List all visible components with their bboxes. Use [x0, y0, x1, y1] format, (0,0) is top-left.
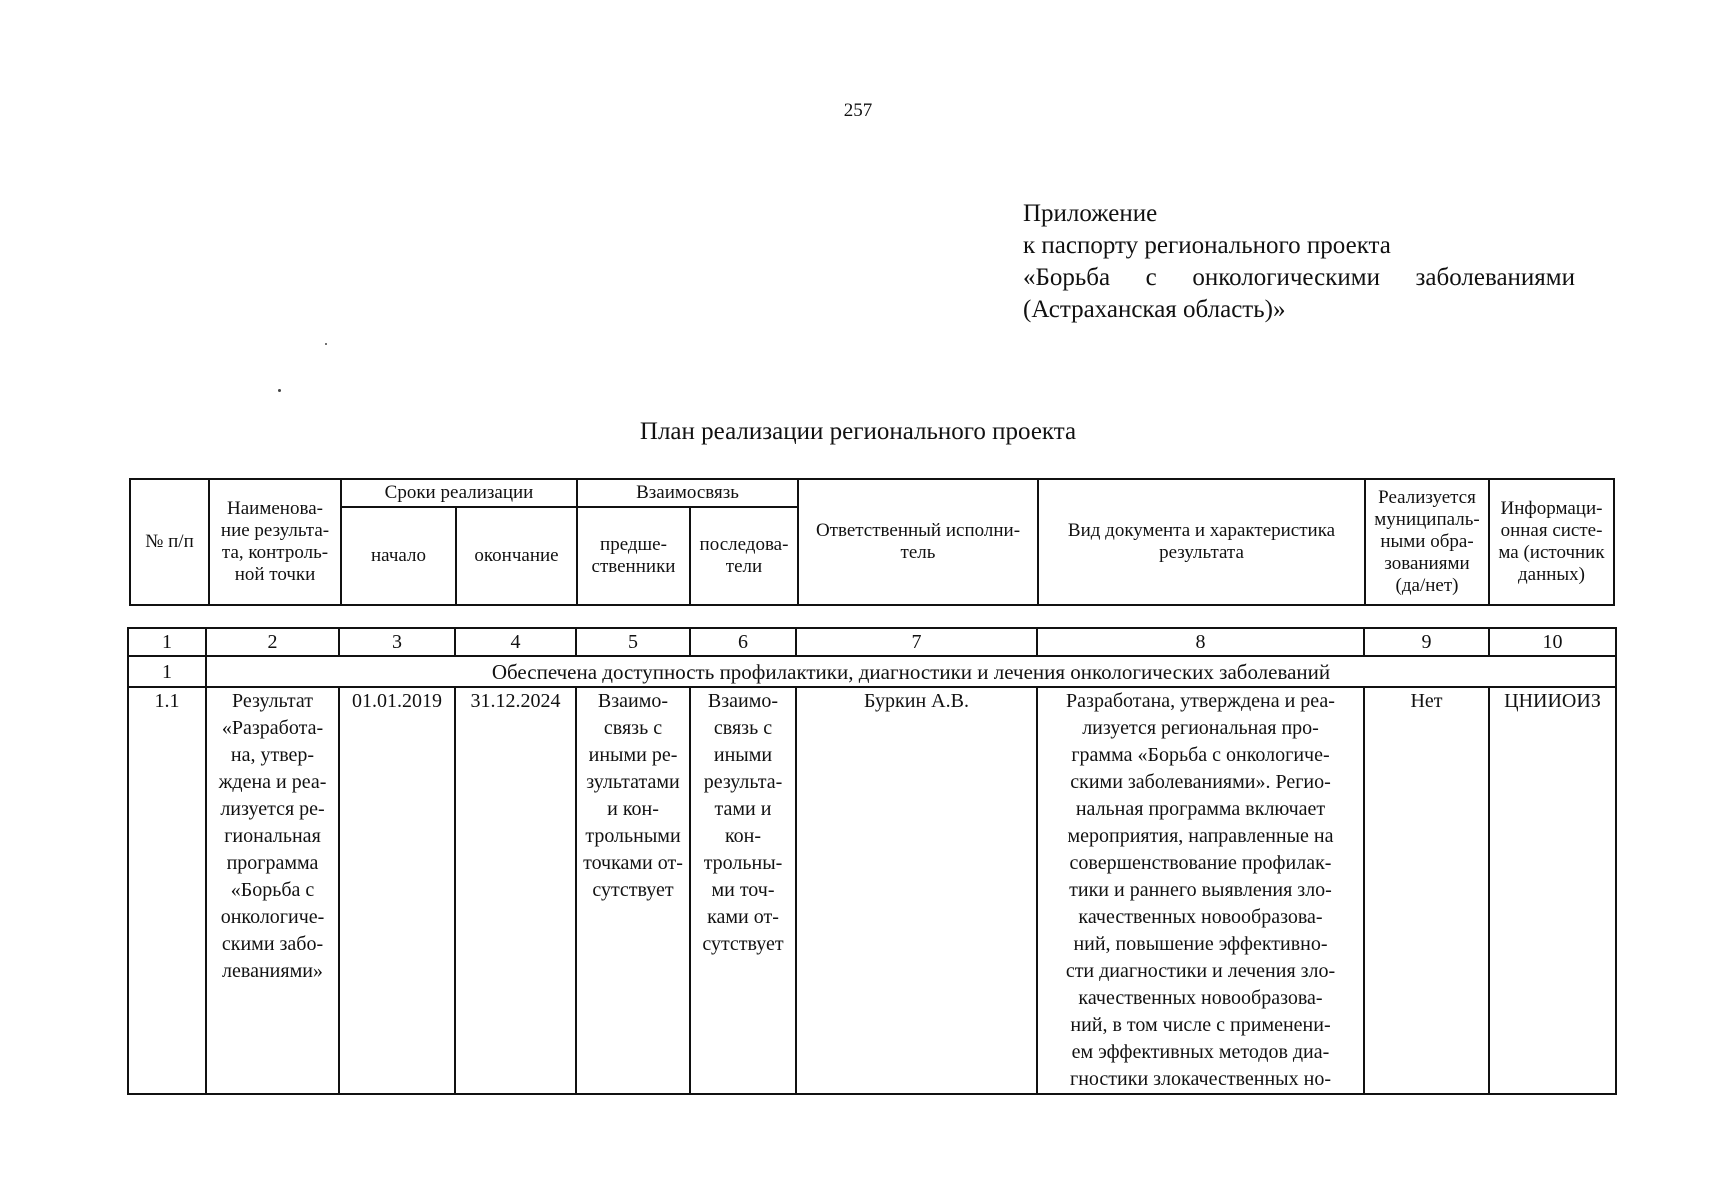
- section-number: 1: [128, 656, 206, 687]
- row-successors-line: тами и: [714, 798, 772, 820]
- header-col-info-system: Информаци- онная систе- ма (источник данных): [1489, 479, 1614, 605]
- row-document-line: сти диагностики и лечения зло-: [1065, 960, 1336, 982]
- row-document-line: мероприятия, направленные на: [1067, 825, 1334, 847]
- header-col-predecessors: предше- ственники: [577, 507, 690, 605]
- row-successors-line: результа-: [703, 771, 783, 793]
- row-successors-line: иными: [713, 744, 773, 766]
- row-number: 1.1: [128, 687, 206, 1094]
- row-result-name-line: леваниями»: [222, 960, 323, 982]
- row-successors: [690, 687, 796, 1094]
- column-number: 1: [128, 628, 206, 656]
- column-number: 5: [576, 628, 690, 656]
- row-result-name-line: Результат: [231, 690, 313, 712]
- row-result-name-line: ждена и реа-: [218, 771, 327, 793]
- header-group-links: Взаимосвязь: [577, 479, 798, 507]
- header-col-document: Вид документа и характеристика результата: [1038, 479, 1365, 605]
- appendix-line-3: «Борьба с онкологическими заболеваниями: [1023, 264, 1575, 291]
- row-successors-line: ми точ-: [711, 879, 775, 901]
- row-document-line: ний, повышение эффективно-: [1073, 933, 1328, 955]
- row-successors-line: ками от-: [707, 906, 779, 928]
- row-result-name-line: лизуется ре-: [220, 798, 325, 820]
- scan-speck: [278, 389, 281, 392]
- row-result-name-line: программа: [226, 852, 319, 874]
- row-result-name-line: гиональная: [224, 825, 321, 847]
- row-predecessors-line: связь с: [603, 717, 663, 739]
- appendix-block: [1023, 198, 1575, 326]
- column-number-row: [128, 628, 1616, 656]
- column-number: 4: [455, 628, 576, 656]
- row-result-name-line: на, утвер-: [230, 744, 315, 766]
- row-result-name: [206, 687, 339, 1094]
- row-document-line: качественных новообразова-: [1078, 906, 1323, 928]
- row-result-name-line: онкологиче-: [220, 906, 325, 928]
- column-number: 3: [339, 628, 455, 656]
- row-successors-line: Взаимо-: [707, 690, 779, 712]
- row-document-line: гностики злокачественных но-: [1070, 1068, 1331, 1090]
- row-document-line: нальная программа включает: [1075, 798, 1326, 820]
- page-number: 257: [843, 100, 873, 121]
- column-number: 10: [1489, 628, 1616, 656]
- row-document-line: качественных новообразова-: [1078, 987, 1323, 1009]
- row-predecessors-line: и кон-: [607, 798, 659, 820]
- row-document-line: совершенствование профилак-: [1069, 852, 1332, 874]
- scan-speck: [325, 343, 327, 345]
- row-predecessors-line: трольными: [585, 825, 681, 847]
- row-info-system: ЦНИИОИЗ: [1489, 687, 1616, 1094]
- plan-body-table: [127, 627, 1617, 1095]
- document-title: План реализации регионального проекта: [639, 418, 1077, 445]
- header-col-responsible: Ответственный исполни- тель: [798, 479, 1038, 605]
- header-group-dates: Сроки реализации: [341, 479, 577, 507]
- row-document-line: грамма «Борьба с онкологиче-: [1071, 744, 1330, 766]
- header-col-start: начало: [341, 507, 456, 605]
- section-row: [128, 656, 1616, 687]
- column-number: 2: [206, 628, 339, 656]
- row-document-line: скими заболеваниями». Регио-: [1070, 771, 1331, 793]
- row-predecessors-line: Взаимо-: [597, 690, 669, 712]
- row-document-description: [1037, 687, 1364, 1094]
- row-result-name-line: «Разработа-: [221, 717, 324, 739]
- row-document-line: тики и раннего выявления зло-: [1069, 879, 1332, 901]
- section-title: Обеспечена доступность профилактики, диагностики и лечения онкологических заболеваний: [206, 656, 1616, 687]
- row-successors-line: трольны-: [703, 852, 783, 874]
- header-col-result-name: Наименова- ние результа- та, контроль- ной точки: [209, 479, 341, 605]
- appendix-line-4: (Астраханская область)»: [1023, 296, 1286, 323]
- header-col-municipal: Реализуется муниципаль- ными обра- зованиями (да/нет): [1365, 479, 1489, 605]
- table-row: [128, 687, 1616, 1094]
- column-number: 9: [1364, 628, 1489, 656]
- row-successors-line: сутствует: [702, 933, 784, 955]
- row-document-line: ний, в том числе с применени-: [1070, 1014, 1331, 1036]
- header-col-successors: последова- тели: [690, 507, 798, 605]
- row-successors-line: связь с: [713, 717, 773, 739]
- row-successors-line: кон-: [724, 825, 762, 847]
- appendix-line-1: Приложение: [1023, 200, 1158, 227]
- row-predecessors-line: сутствует: [592, 879, 674, 901]
- row-document-line: ем эффективных методов диа-: [1071, 1041, 1330, 1063]
- header-col-number: № п/п: [130, 479, 209, 605]
- row-document-line: лизуется региональная про-: [1082, 717, 1319, 739]
- row-document-line: Разработана, утверждена и реа-: [1066, 690, 1335, 712]
- row-result-name-line: скими забо-: [221, 933, 324, 955]
- row-municipal: Нет: [1364, 687, 1489, 1094]
- row-predecessors-line: точками от-: [583, 852, 683, 874]
- row-start-date: 01.01.2019: [339, 687, 455, 1094]
- row-responsible: Буркин А.В.: [796, 687, 1037, 1094]
- header-col-end: окончание: [456, 507, 577, 605]
- row-predecessors-line: зультатами: [586, 771, 680, 793]
- column-number: 8: [1037, 628, 1364, 656]
- row-result-name-line: «Борьба с: [230, 879, 315, 901]
- plan-header-table: [129, 478, 1615, 606]
- row-predecessors: [576, 687, 690, 1094]
- appendix-line-2: к паспорту регионального проекта: [1023, 232, 1391, 259]
- column-number: 7: [796, 628, 1037, 656]
- row-end-date: 31.12.2024: [455, 687, 576, 1094]
- row-predecessors-line: иными ре-: [588, 744, 678, 766]
- column-number: 6: [690, 628, 796, 656]
